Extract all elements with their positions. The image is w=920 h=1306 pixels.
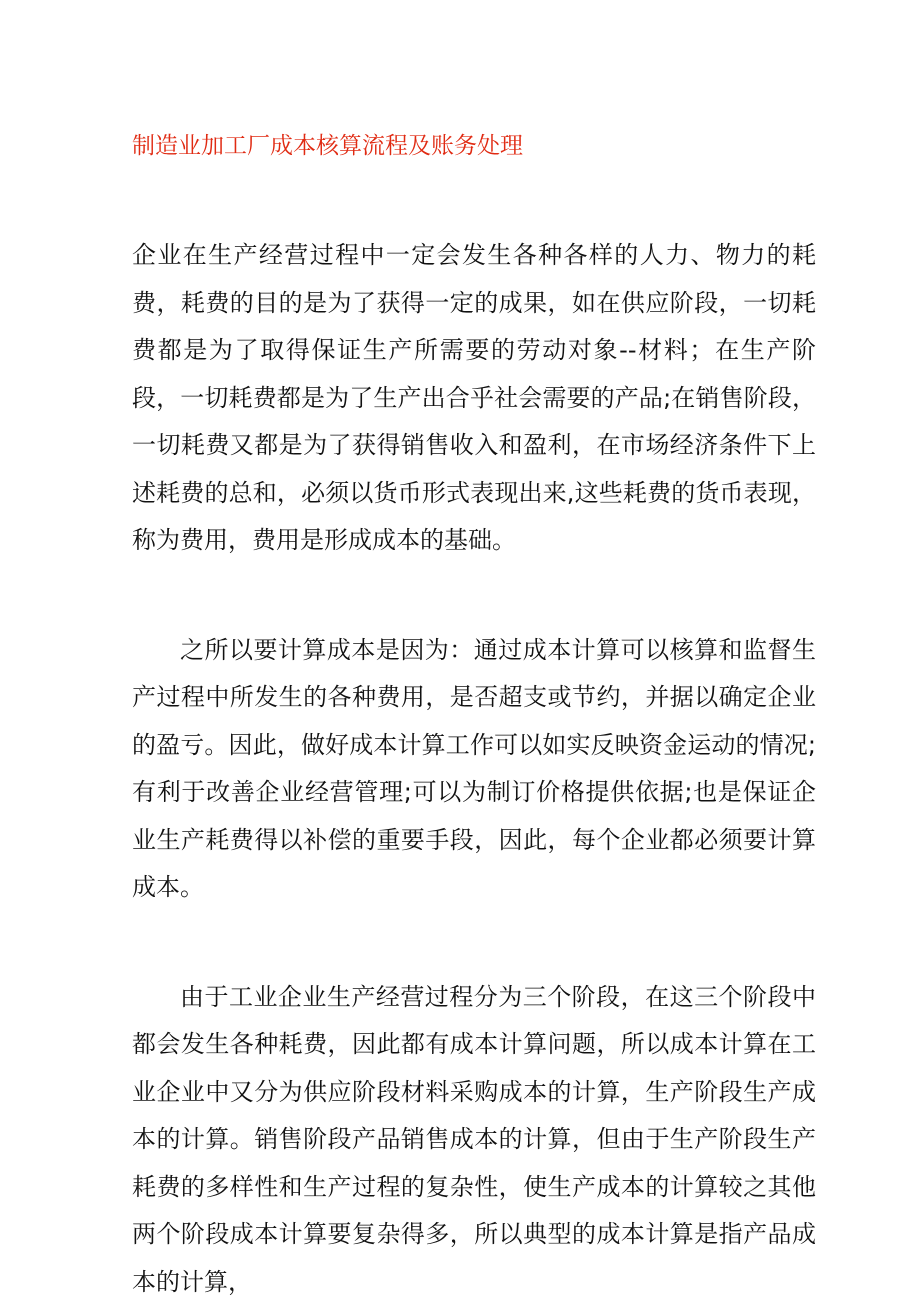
paragraph-1: 企业在生产经营过程中一定会发生各种各样的人力、物力的耗费，耗费的目的是为了获得一定的成果，如在供应阶段，一切耗费都是为了取得保证生产所需要的劳动对象--材料；在生产阶段，一切耗费都是为了生产出合乎社会需要的产品;在销售阶段，一切耗费又都是为了获得销售收入和盈利，在市场经济条件下上述耗费的总和，必须以货币形式表现出来,这些耗费的货币表现，称为费用，费用是形成成本的基础。 bbox=[132, 232, 816, 565]
paragraph-3: 由于工业企业生产经营过程分为三个阶段，在这三个阶段中都会发生各种耗费，因此都有成本计算问题，所以成本计算在工业企业中又分为供应阶段材料采购成本的计算，生产阶段生产成本的计算。销售阶段产品销售成本的计算，但由于生产阶段生产耗费的多样性和生产过程的复杂性，使生产成本的计算较之其他两个阶段成本计算要复杂得多，所以典型的成本计算是指产品成本的计算， bbox=[132, 974, 816, 1306]
paragraph-2: 之所以要计算成本是因为：通过成本计算可以核算和监督生产过程中所发生的各种费用，是否超支或节约，并据以确定企业的盈亏。因此，做好成本计算工作可以如实反映资金运动的情况;有利于改善企业经营管理;可以为制订价格提供依据;也是保证企业生产耗费得以补偿的重要手段，因此，每个企业都必须要计算成本。 bbox=[132, 627, 816, 912]
document-title: 制造业加工厂成本核算流程及账务处理 bbox=[132, 130, 816, 162]
